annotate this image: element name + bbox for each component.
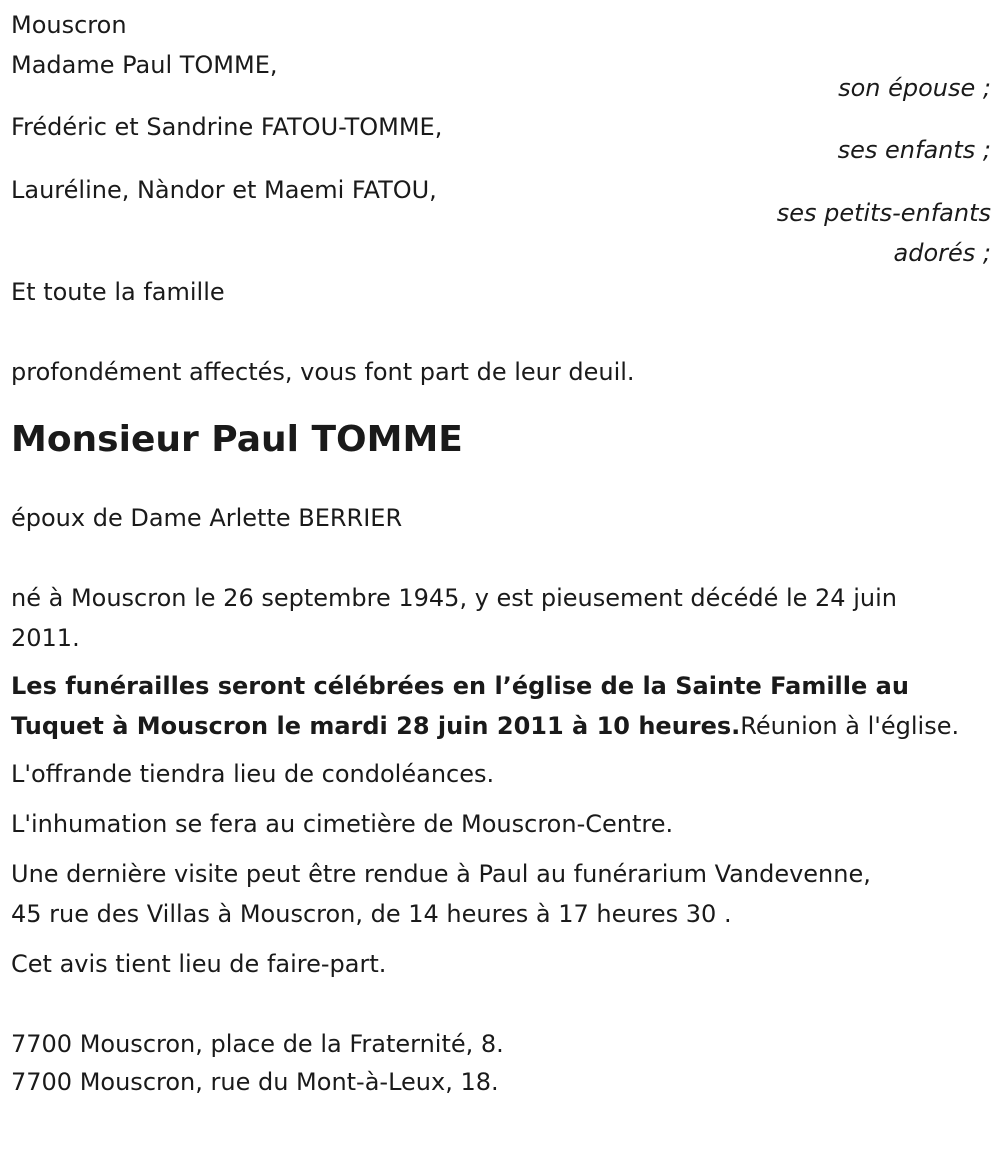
- family-role: [777, 193, 991, 273]
- meeting-text: Réunion à l'église.: [740, 712, 960, 740]
- deceased-name: Monsieur Paul TOMME: [11, 419, 463, 460]
- visit-line: 45 rue des Villas à Mouscron, de 14 heures à 17 heures 30 .: [11, 900, 732, 928]
- family-name: Frédéric et Sandrine FATOU-TOMME,: [11, 113, 443, 141]
- family-closing: Et toute la famille: [11, 278, 225, 306]
- birth-death-line: 2011.: [11, 624, 80, 652]
- birth-death-line: né à Mouscron le 26 septembre 1945, y est pieusement décédé le 24 juin: [11, 584, 897, 612]
- family-entry-grandchildren: [11, 170, 991, 272]
- ceremony-detail: Tuquet à Mouscron le mardi 28 juin 2011 à 10 heures.: [11, 712, 741, 740]
- family-role-line: adorés ;: [893, 239, 991, 267]
- family-entry-children: [11, 107, 991, 170]
- obituary-notice: [11, 5, 991, 1102]
- visit-line: Une dernière visite peut être rendue à Paul au funérarium Vandevenne,: [11, 860, 871, 888]
- notice-text: Cet avis tient lieu de faire-part.: [11, 950, 387, 978]
- offering-text: L'offrande tiendra lieu de condoléances.: [11, 760, 495, 788]
- announcement-text: profondément affectés, vous font part de leur deuil.: [11, 358, 635, 386]
- family-role: ses enfants ;: [837, 136, 991, 164]
- family-role-line: ses petits-enfants: [776, 199, 991, 227]
- burial-text: L'inhumation se fera au cimetière de Mouscron-Centre.: [11, 810, 674, 838]
- ceremony-line: Les funérailles seront célébrées en l’église de la Sainte Famille au: [11, 672, 909, 700]
- ceremony-line-2: [11, 706, 991, 754]
- spouse-line: époux de Dame Arlette BERRIER: [11, 504, 403, 532]
- place-header: Mouscron: [11, 11, 127, 39]
- family-entry-spouse: [11, 45, 991, 107]
- address-line: 7700 Mouscron, rue du Mont-à-Leux, 18.: [11, 1068, 499, 1096]
- address-line: 7700 Mouscron, place de la Fraternité, 8.: [11, 1030, 504, 1058]
- family-role: son épouse ;: [838, 74, 991, 102]
- family-name: Lauréline, Nàndor et Maemi FATOU,: [11, 176, 437, 204]
- family-name: Madame Paul TOMME,: [11, 51, 278, 79]
